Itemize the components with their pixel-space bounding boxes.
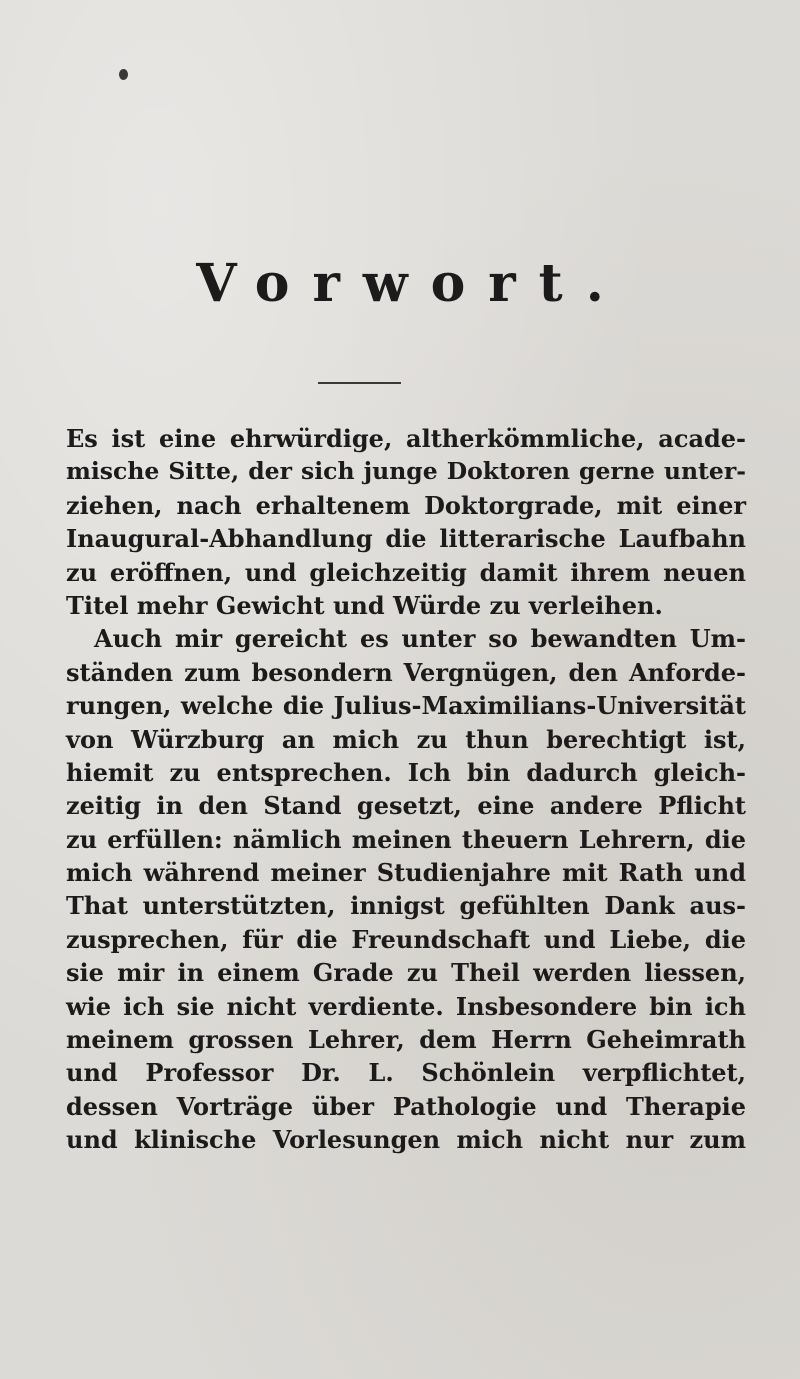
text-line: dessen Vorträge über Pathologie und Therapie [66, 1091, 746, 1121]
text-line: meinem grossen Lehrer, dem Herrn Geheimrath [66, 1025, 746, 1055]
page-title: Vorwort. [196, 253, 627, 314]
ink-speck [119, 69, 128, 80]
title-divider-rule [318, 382, 401, 384]
text-line: hiemit zu entsprechen. Ich bin dadurch gleich- [66, 757, 746, 787]
text-line: Es ist eine ehrwürdige, altherkömmliche, acade- [66, 424, 746, 453]
text-line: und Professor Dr. L. Schönlein verpflichtet, [66, 1058, 746, 1088]
text-line: ständen zum besondern Vergnügen, den Anforde- [66, 657, 746, 687]
text-line: Auch mir gereicht es unter so bewandten Um- [94, 624, 746, 654]
text-line: Inaugural-Abhandlung die litterarische Laufbahn [66, 524, 746, 554]
text-line: wie ich sie nicht verdiente. Insbesondere bin ich [66, 991, 746, 1021]
text-line: zu erfüllen: nämlich meinen theuern Lehrern, die [66, 824, 746, 854]
text-line: rungen, welche die Julius-Maximilians-Universität [66, 691, 746, 721]
text-line: mische Sitte, der sich junge Doktoren gerne unter- [66, 457, 746, 486]
text-line: zu eröffnen, und gleichzeitig damit ihrem neuen [66, 557, 746, 587]
text-line: Titel mehr Gewicht und Würde zu verleihen. [66, 590, 663, 620]
text-line: mich während meiner Studienjahre mit Rath und [66, 858, 746, 888]
text-line: von Würzburg an mich zu thun berechtigt ist, [66, 724, 746, 754]
preface-body-text [66, 422, 746, 1157]
text-line: zeitig in den Stand gesetzt, eine andere Pflicht [66, 791, 746, 821]
text-line: ziehen, nach erhaltenem Doktorgrade, mit einer [66, 490, 746, 520]
text-line: zusprechen, für die Freundschaft und Liebe, die [66, 924, 746, 954]
text-line: That unterstützten, innigst gefühlten Dank aus- [66, 891, 746, 921]
text-line: und klinische Vorlesungen mich nicht nur zum [66, 1125, 746, 1155]
text-line: sie mir in einem Grade zu Theil werden liessen, [66, 958, 746, 988]
